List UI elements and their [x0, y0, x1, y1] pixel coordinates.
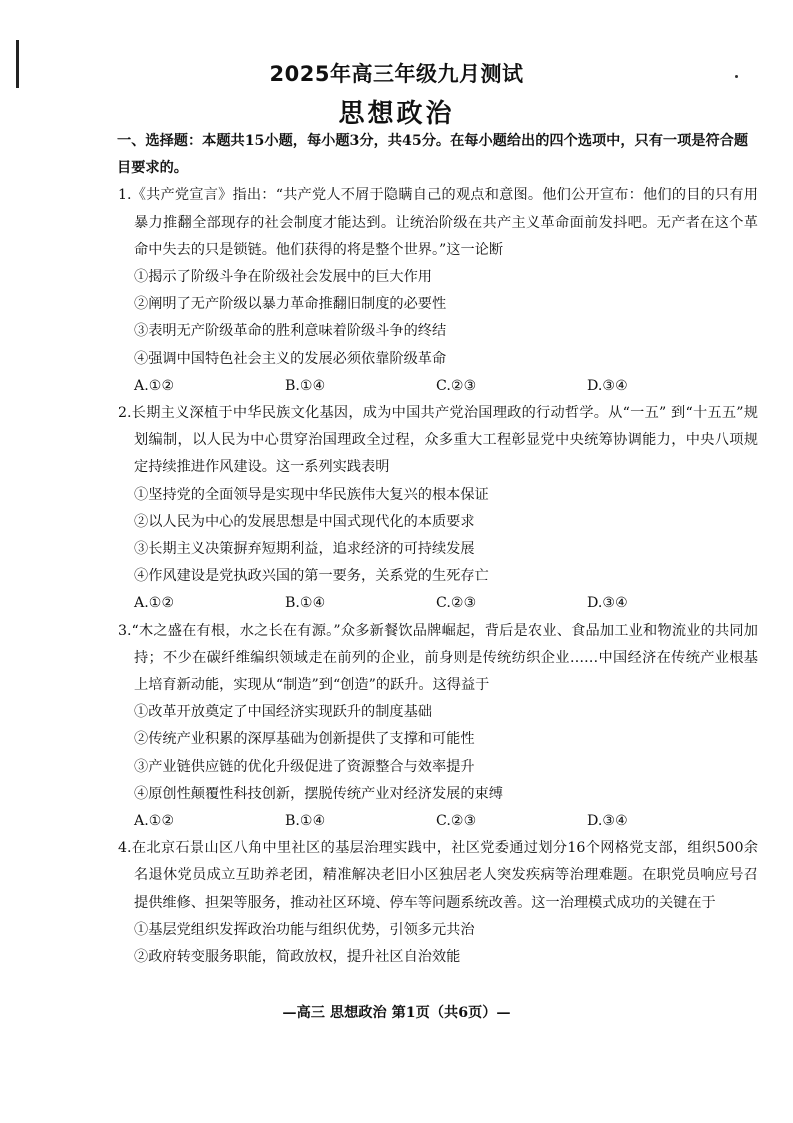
question-2: [118, 400, 758, 618]
subject-title: 思想政治: [338, 99, 455, 129]
answer-choice: B.①④: [285, 377, 326, 394]
answer-choice: A.①②: [134, 813, 175, 830]
numbered-statement: ①坚持党的全面领导是实现中华民族伟大复兴的根本保证: [134, 486, 489, 503]
numbered-statement: ④作风建设是党执政兴国的第一要务，关系党的生死存亡: [134, 568, 489, 585]
answer-choice: C.②③: [436, 377, 477, 394]
numbered-statement: ③产业链供应链的优化升级促进了资源整合与效率提升: [134, 758, 475, 775]
answer-choices: [118, 590, 758, 617]
answer-choice: C.②③: [436, 813, 477, 830]
numbered-statement: ③表明无产阶级革命的胜利意味着阶级斗争的终结: [134, 323, 447, 340]
numbered-statement: ②以人民为中心的发展思想是中国式现代化的本质要求: [134, 513, 475, 530]
numbered-statement: ①改革开放奠定了中国经济实现跃升的制度基础: [134, 704, 432, 721]
numbered-statement: ①基层党组织发挥政治功能与组织优势，引领多元共治: [134, 921, 475, 938]
question-1: [118, 182, 758, 400]
question-3: [118, 618, 758, 836]
exam-title: 2025年高三年级九月测试: [269, 62, 524, 86]
numbered-statement: ②政府转变服务职能，简政放权，提升社区自治效能: [134, 949, 461, 966]
answer-choice: A.①②: [134, 595, 175, 612]
answer-choice: C.②③: [436, 595, 477, 612]
question-4: [118, 835, 758, 971]
answer-choice: A.①②: [134, 377, 175, 394]
question-list: [118, 182, 758, 971]
answer-choice: B.①④: [285, 595, 326, 612]
numbered-statement: ④原创性颠覆性科技创新，摆脱传统产业对经济发展的束缚: [134, 785, 503, 802]
answer-choice: D.③④: [587, 813, 628, 830]
answer-choice: D.③④: [587, 595, 628, 612]
page-footer: —高三 思想政治 第1页（共6页）—: [282, 1005, 511, 1021]
section-heading: 一、选择题：本题共15小题，每小题3分，共45分。在每小题给出的四个选项中，只有一项是符合题目要求的。: [117, 133, 749, 177]
numbered-statement: ③长期主义决策摒弃短期利益，追求经济的可持续发展: [134, 541, 475, 558]
numbered-statement: ②传统产业积累的深厚基础为创新提供了支撑和可能性: [134, 731, 475, 748]
answer-choice: B.①④: [285, 813, 326, 830]
question-stem: 4.在北京石景山区八角中里社区的基层治理实践中，社区党委通过划分16个网格党支部，组织500余名退休党员成立互助养老团，精准解决老旧小区独居老人突发疾病等治理难题。在职党员响应号召提供维修、担架等服务，推动社区环境、停车等问题系统改善。这一治理模式成功的关键在于: [118, 840, 758, 911]
answer-choices: [118, 808, 758, 835]
numbered-statement: ④强调中国特色社会主义的发展必须依靠阶级革命: [134, 350, 447, 367]
numbered-statement: ②阐明了无产阶级以暴力革命推翻旧制度的必要性: [134, 296, 447, 313]
question-stem: 1.《共产党宣言》指出：“共产党人不屑于隐瞒自己的观点和意图。他们公开宣布：他们的目的只有用暴力推翻全部现存的社会制度才能达到。让统治阶级在共产主义革命面前发抖吧。无产者在这个革命中失去的只是锁链。他们获得的将是整个世界。”这一论断: [118, 187, 758, 258]
answer-choice: D.③④: [587, 377, 628, 394]
exam-content: [118, 128, 758, 971]
question-stem: 3.“木之盛在有根，水之长在有源。”众多新餐饮品牌崛起，背后是农业、食品加工业和物流业的共同加持；不少在碳纤维编织领域走在前列的企业，前身则是传统纺织企业……中国经济在传统产业根基上培育新动能，实现从“制造”到“创造”的跃升。这得益于: [118, 622, 758, 694]
numbered-statement: ①揭示了阶级斗争在阶级社会发展中的巨大作用: [134, 269, 432, 286]
answer-choices: [118, 373, 758, 400]
question-stem: 2.长期主义深植于中华民族文化基因，成为中国共产党治国理政的行动哲学。从“一五” 到“十五五”规划编制，以人民为中心贯穿治国理政全过程，众多重大工程彰显党中央统筹协调能力，中央八项规定持续推进作风建设。这一系列实践表明: [118, 405, 758, 476]
